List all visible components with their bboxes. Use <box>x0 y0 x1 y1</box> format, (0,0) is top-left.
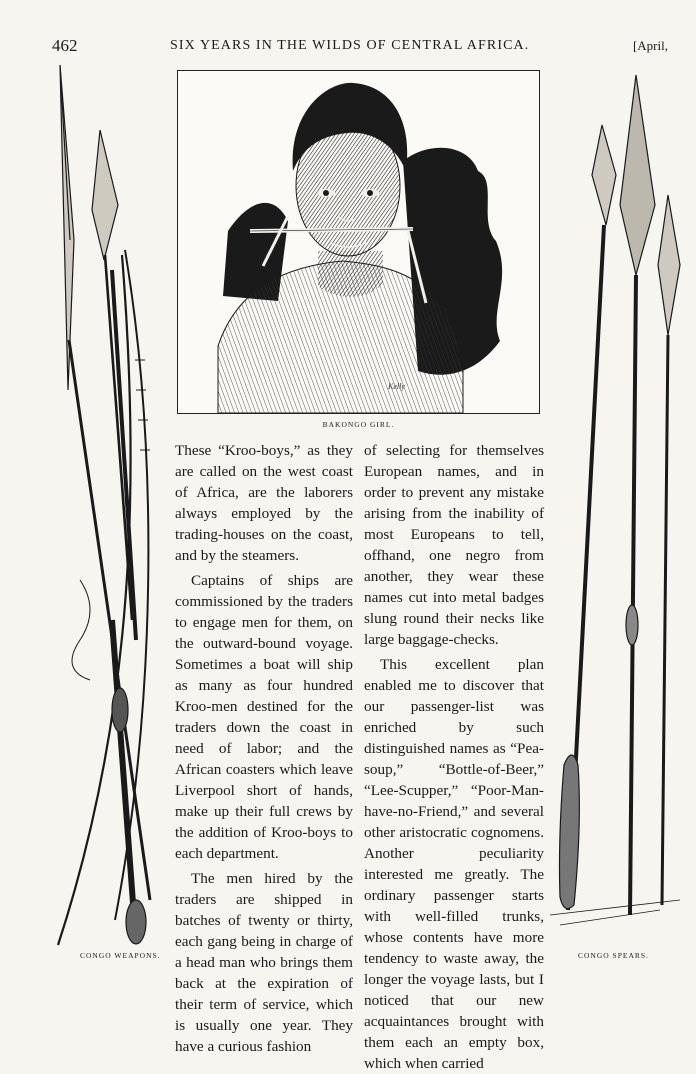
text-column-right <box>364 440 544 1074</box>
issue-month: [April, <box>632 38 668 53</box>
right-caption: CONGO SPEARS. <box>578 951 649 960</box>
paragraph: The men hired by the traders are shipped in batches of twenty or thirty, each gang being in charge of a head man who brings them back at the expiration of their term of service, which is usually one year. They have a curious fashion <box>175 870 353 1055</box>
engraver-signature: Kelly <box>388 382 405 391</box>
paragraph: Captains of ships are commissioned by the traders to engage men for them, on the outward-bound voyage. Sometimes a boat will ship as many as four hundred Kroo-men destined for the traders down the coast in need of labor; and the African coasters which leave Liverpool short of hands, make up their full crews by the addition of Kroo-boys to each department. <box>175 572 353 862</box>
paragraph: These “Kroo-boys,” as they are called on the west coast of Africa, are the laborers always employed by the trading-houses on the coast, and by the steamers. <box>175 442 353 564</box>
text-column-left <box>175 440 353 1057</box>
bakongo-girl-engraving <box>178 71 539 413</box>
running-header <box>52 36 668 58</box>
congo-spears-illustration <box>540 65 690 950</box>
paragraph: This excellent plan enabled me to discover that our passenger-list was enriched by such distinguished names as “Pea-soup,” “Bottle-of-Beer,” “Lee-Scupper,” “Poor-Man-have-no-Friend,” and several other aristocratic cognomens. Another peculiarity interested me greatly. The ordinary passenger starts with well-filled trunks, whose contents have more tendency to waste away, the longer the voyage lasts, but I noticed that our new acquaintances brought with them each an empty box, which when carried <box>364 656 544 1072</box>
running-title: SIX YEARS IN THE WILDS OF CENTRAL AFRICA. <box>170 38 530 53</box>
left-caption: CONGO WEAPONS. <box>80 951 161 960</box>
figure-caption: BAKONGO GIRL. <box>322 420 395 429</box>
page-number: 462 <box>52 36 78 55</box>
portrait-engraving <box>177 70 540 414</box>
paragraph: of selecting for themselves European names, and in order to prevent any mistake arising from the inability of most Europeans to tell, offhand, one negro from another, they wear these names cut into metal badges slung round their necks like large baggage-checks. <box>364 442 544 648</box>
congo-weapons-illustration <box>40 60 190 950</box>
